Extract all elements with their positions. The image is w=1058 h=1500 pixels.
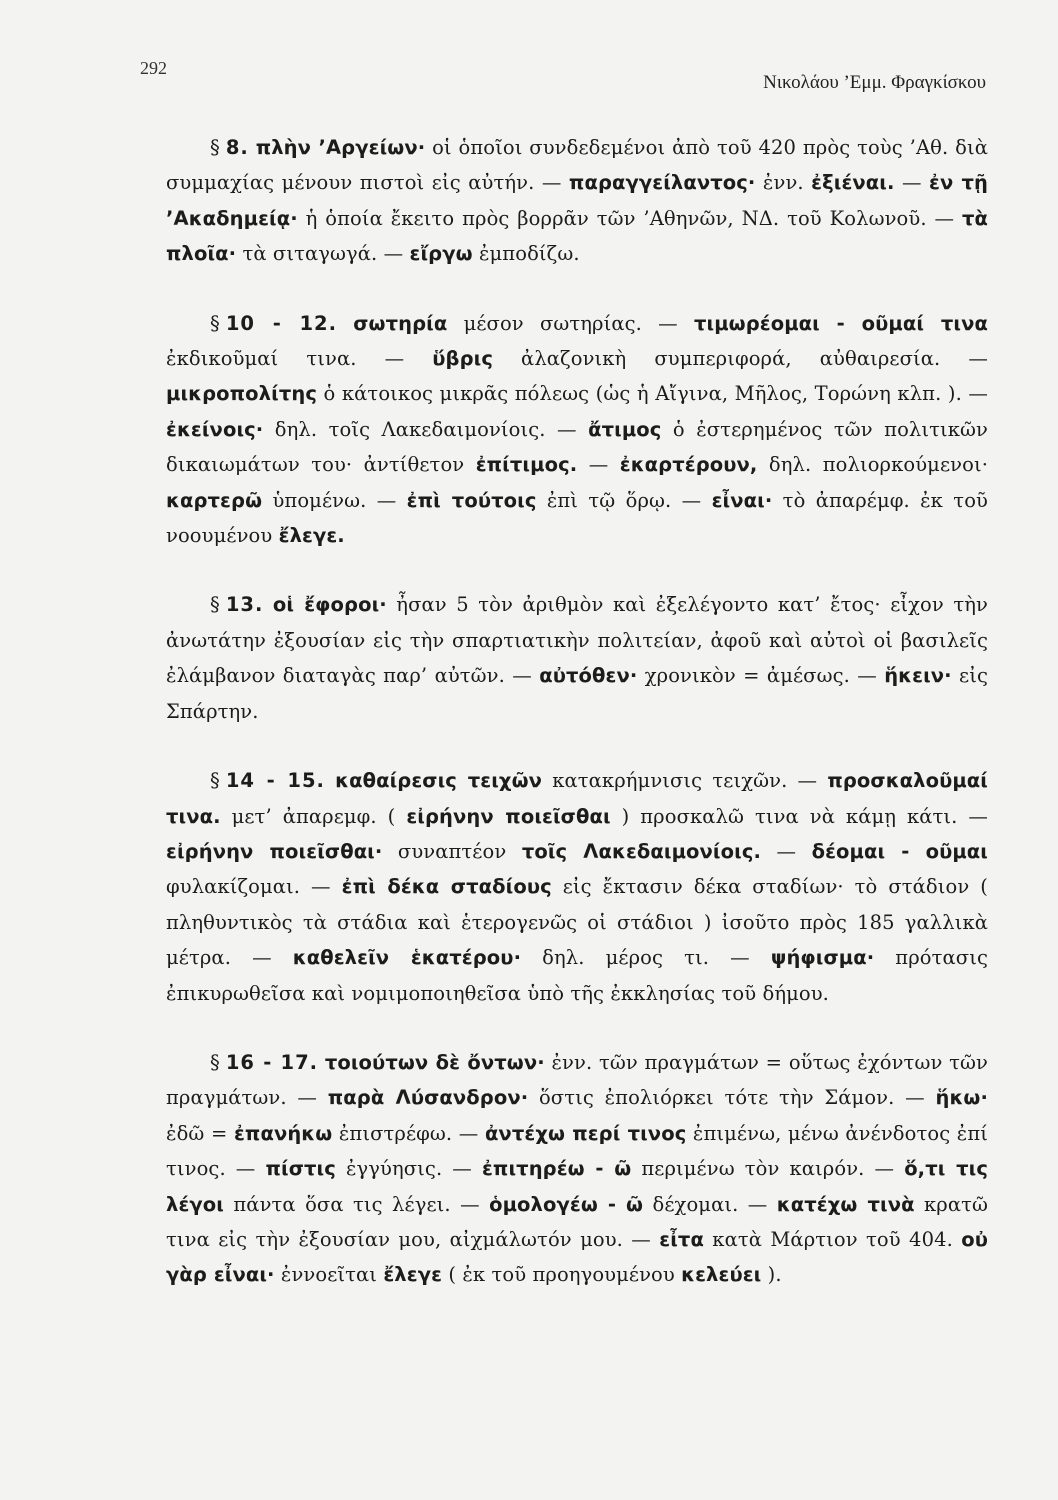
lemma-term: οἱ ἔφοροι·: [272, 593, 387, 617]
lemma-term: ἔλεγε.: [278, 524, 345, 548]
gloss-text: ( ἐκ τοῦ προηγουμένου: [442, 1263, 682, 1287]
section-paragraph: [166, 1045, 988, 1293]
lemma-term: τιμωρέομαι - οῦμαί τινα: [693, 311, 988, 335]
section-sign: §: [210, 311, 220, 335]
lemma-term: ἐν τῇ ’Ακαδημείᾳ·: [166, 171, 988, 230]
lemma-term: κατέχω τινὰ: [776, 1192, 915, 1216]
running-head: Νικολάου ’Εμμ. Φραγκίσκου: [763, 72, 986, 93]
section-sign: §: [210, 136, 220, 159]
lemma-term: παραγγείλαντος·: [568, 171, 756, 195]
lemma-term: τοιούτων δὲ ὄντων·: [324, 1050, 545, 1074]
gloss-text: —: [894, 171, 930, 195]
lemma-term: ἐπιτηρέω - ῶ: [481, 1157, 632, 1181]
gloss-text: ἐδῶ =: [166, 1121, 234, 1145]
lemma-term: ἀντέχω περί τινος: [484, 1121, 687, 1145]
commentary-text: [166, 130, 988, 1327]
lemma-term: παρὰ Λύσανδρον·: [327, 1086, 529, 1110]
section-sign: §: [210, 593, 220, 617]
gloss-text: μέσον σωτηρίας. —: [447, 311, 694, 335]
gloss-text: ) προσκαλῶ τινα νὰ κάμῃ κάτι. —: [610, 804, 988, 828]
gloss-text: ὅστις ἐπολιόρκει τότε τὴν Σάμον. —: [528, 1086, 936, 1110]
lemma-term: ὕβρις: [432, 347, 493, 371]
gloss-text: ἐμποδίζω.: [472, 242, 580, 266]
gloss-text: —: [760, 839, 812, 863]
lemma-term: ἐπὶ δέκα σταδίους: [341, 875, 552, 899]
lemma-term: ἐπανήκω: [233, 1121, 333, 1145]
gloss-text: ὁ ἐστερημένος τῶν πολιτικῶν δικαιωμάτων του· ἀντίθετον: [166, 417, 989, 477]
lemma-term: προσκαλοῦμαί τινα.: [166, 769, 988, 828]
gloss-text: πάντα ὅσα τις λέγει. —: [223, 1192, 490, 1216]
lemma-term: τοῖς Λακεδαιμονίοις.: [521, 839, 761, 863]
section-number: 14 - 15.: [225, 769, 325, 793]
gloss-text: εἰς ἔκτασιν δέκα σταδίων· τὸ στάδιον ( πληθυντικὸς τὰ στάδια καὶ ἑτερογενῶς οἱ στάδιοι ) ἰσοῦτο πρὸς 185 γαλλικὰ μέτρα. —: [166, 875, 988, 970]
lemma-term: ἄτιμος: [588, 417, 662, 441]
lemma-term: ὁμολογέω - ῶ: [489, 1192, 644, 1216]
gloss-text: τὰ σιταγωγά. —: [236, 242, 410, 266]
gloss-text: ἐγγύησις. —: [335, 1157, 482, 1181]
lemma-term: μικροπολίτης: [166, 382, 318, 406]
lemma-term: πίστις: [265, 1157, 336, 1181]
lemma-term: εἰρήνην ποιεῖσθαι·: [166, 839, 383, 863]
lemma-term: ὅ,τι τις λέγοι: [166, 1157, 988, 1216]
lemma-term: ἥκειν·: [884, 664, 952, 688]
lemma-term: αὐτόθεν·: [539, 664, 638, 688]
gloss-text: ἐνν. τῶν πραγμάτων = οὕτως ἐχόντων τῶν πραγμάτων. —: [166, 1050, 988, 1110]
gloss-text: κατὰ Μάρτιον τοῦ 404.: [703, 1227, 962, 1251]
lemma-term: εἶτα: [659, 1227, 704, 1251]
gloss-text: —: [577, 453, 620, 477]
gloss-text: κατακρήμνισις τειχῶν. —: [542, 769, 828, 793]
page-number: 292: [140, 58, 167, 78]
lemma-term: κελεύει: [681, 1263, 762, 1287]
gloss-text: μετ’ ἀπαρεμφ. (: [220, 804, 407, 828]
gloss-text: ὑπομένω. —: [262, 488, 407, 512]
gloss-text: χρονικὸν = ἀμέσως. —: [637, 664, 885, 688]
section-paragraph: [166, 587, 988, 729]
section-number: 13.: [225, 593, 264, 617]
gloss-text: ἀλαζονικὴ συμπεριφορά, αὐθαιρεσία. —: [493, 347, 988, 371]
section-number: 8.: [225, 136, 249, 159]
gloss-text: δηλ. μέρος τι. —: [521, 946, 771, 970]
gloss-text: ἐπιστρέφω. —: [332, 1121, 485, 1145]
gloss-text: δέχομαι. —: [643, 1192, 777, 1216]
gloss-text: ἐκδικοῦμαί τινα. —: [166, 347, 433, 371]
lemma-term: ἐκείνοις·: [166, 417, 264, 441]
lemma-term: εἴργω: [409, 242, 473, 266]
gloss-text: ἐννοεῖται: [274, 1263, 384, 1287]
lemma-term: ἔλεγε: [383, 1263, 443, 1287]
gloss-text: τὸ ἀπαρέμφ. ἐκ τοῦ νοουμένου: [166, 488, 988, 548]
section-sign: §: [210, 1050, 220, 1074]
gloss-text: οἱ ὁποῖοι συνδεδεμένοι ἀπὸ τοῦ 420 πρὸς τοὺς ’Αθ. διὰ συμμαχίας μένουν πιστοὶ εἰς αὐτήν. —: [166, 136, 988, 195]
lemma-term: ἐπὶ τούτοις: [406, 488, 537, 512]
lemma-term: καθαίρεσις τειχῶν: [335, 769, 543, 793]
lemma-term: δέομαι - οῦμαι: [811, 839, 988, 863]
gloss-text: συναπτέον: [382, 839, 522, 863]
section-number: 10 - 12.: [225, 311, 338, 335]
gloss-text: πρότασις ἐπικυρωθεῖσα καὶ νομιμοποιηθεῖσα ὑπὸ τῆς ἐκκλησίας τοῦ δήμου.: [166, 946, 988, 1005]
section-paragraph: [166, 306, 988, 554]
gloss-text: ).: [761, 1263, 782, 1287]
gloss-text: δηλ. τοῖς Λακεδαιμονίοις. —: [263, 417, 589, 441]
gloss-text: ὁ κάτοικος μικρᾶς πόλεως (ὡς ἡ Αἴγινα, Μῆλος, Τορώνη κλπ. ). —: [317, 382, 988, 406]
gloss-text: περιμένω τὸν καιρόν. —: [631, 1157, 905, 1181]
gloss-text: ἦσαν 5 τὸν ἀριθμὸν καὶ ἐξελέγοντο κατ’ ἔτος· εἶχον τὴν ἀνωτάτην ἐξουσίαν εἰς τὴν σπαρτιατικὴν πολιτείαν, ἀφοῦ καὶ αὐτοὶ οἱ βασιλεῖς ἐλάμβανον διαταγὰς παρ’ αὐτῶν. —: [166, 593, 988, 688]
lemma-term: ἐπίτιμος.: [475, 453, 578, 477]
gloss-text: ἡ ὁποία ἔκειτο πρὸς βορρᾶν τῶν ’Αθηνῶν, ΝΔ. τοῦ Κολωνοῦ. —: [297, 206, 962, 230]
lemma-term: ἐξιέναι.: [811, 171, 895, 195]
gloss-text: φυλακίζομαι. —: [166, 875, 342, 899]
lemma-term: εἶναι·: [711, 488, 773, 512]
gloss-text: ἐπιμένω, μένω ἀνένδοτος ἐπί τινος. —: [166, 1121, 989, 1181]
lemma-term: οὐ γὰρ εἶναι·: [166, 1227, 988, 1287]
lemma-term: καρτερῶ: [166, 488, 263, 512]
lemma-term: σωτηρία: [353, 311, 448, 335]
gloss-text: εἰς Σπάρτην.: [166, 664, 988, 723]
section-paragraph: [166, 130, 988, 272]
lemma-term: πλὴν ’Αργείων·: [255, 136, 426, 159]
section-number: 16 - 17.: [225, 1050, 319, 1074]
gloss-text: δηλ. πολιορκούμενοι·: [757, 453, 988, 477]
gloss-text: ἐπὶ τῷ ὅρῳ. —: [536, 488, 712, 512]
lemma-term: ἐκαρτέρουν,: [619, 453, 758, 477]
gloss-text: κρατῶ τινα εἰς τὴν ἐξουσίαν μου, αἰχμάλωτόν μου. —: [166, 1192, 988, 1251]
section-sign: §: [210, 769, 220, 793]
lemma-term: τὰ πλοῖα·: [166, 206, 988, 266]
section-paragraph: [166, 763, 988, 1011]
lemma-term: ψήφισμα·: [770, 946, 875, 970]
lemma-term: εἰρήνην ποιεῖσθαι: [406, 804, 611, 828]
lemma-term: καθελεῖν ἑκατέρου·: [292, 946, 522, 970]
gloss-text: ἐνν.: [755, 171, 812, 195]
lemma-term: ἥκω·: [935, 1086, 988, 1110]
